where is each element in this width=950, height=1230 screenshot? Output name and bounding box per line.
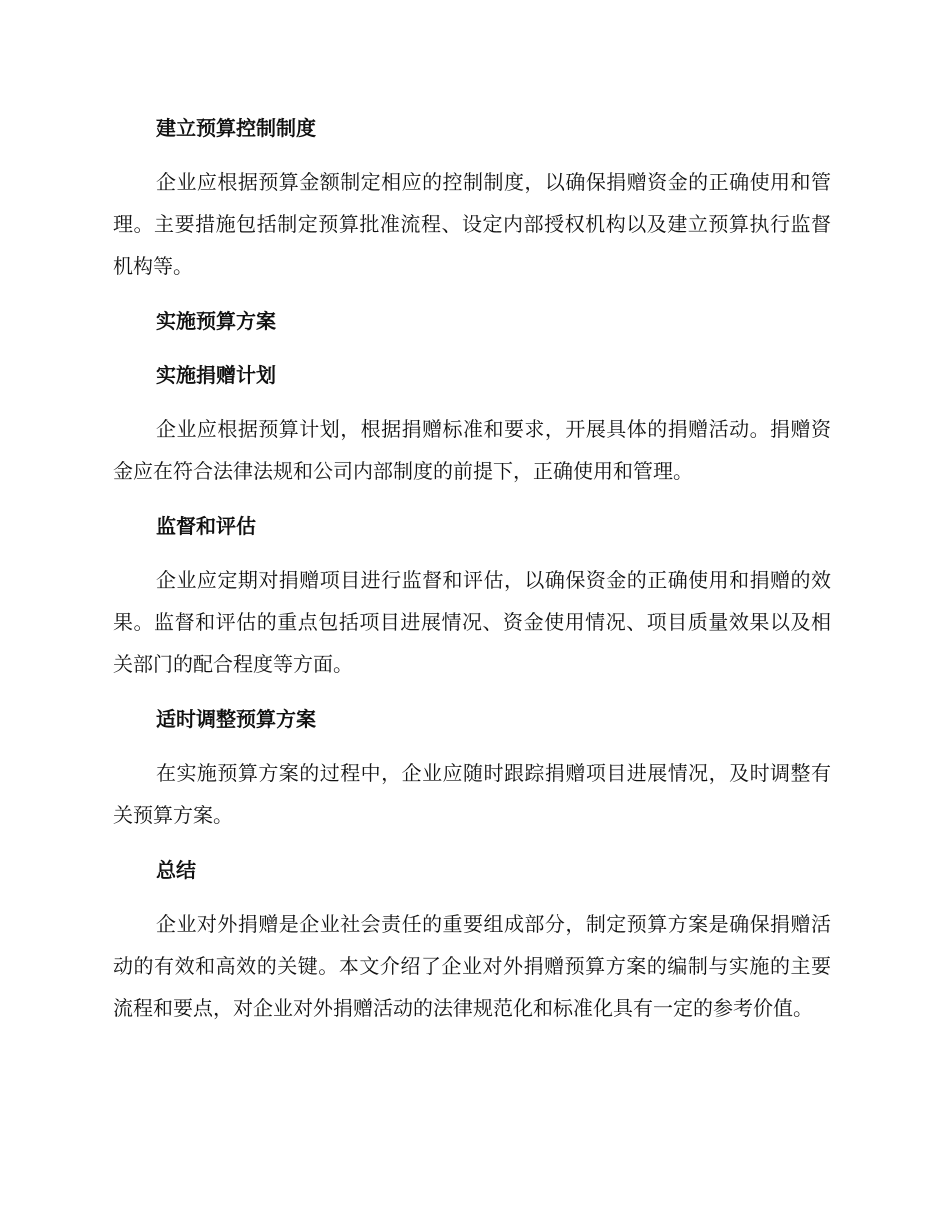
section-paragraph-summary: 企业对外捐赠是企业社会责任的重要组成部分，制定预算方案是确保捐赠活动的有效和高效的关键。本文介绍了企业对外捐赠预算方案的编制与实施的主要流程和要点，对企业对外捐赠活动的法律规范化和标准化具有一定的参考价值。 (113, 912, 831, 1020)
section-paragraph-budget-control: 企业应根据预算金额制定相应的控制制度，以确保捐赠资金的正确使用和管理。主要措施包括制定预算批准流程、设定内部授权机构以及建立预算执行监督机构等。 (113, 170, 831, 278)
section-heading-supervision: 监督和评估 (156, 514, 256, 538)
section-paragraph-adjust-budget: 在实施预算方案的过程中，企业应随时跟踪捐赠项目进展情况，及时调整有关预算方案。 (113, 761, 831, 827)
section-heading-budget-control: 建立预算控制制度 (156, 116, 316, 140)
section-heading-implement-budget: 实施预算方案 (156, 309, 276, 333)
section-paragraph-donation-plan: 企业应根据预算计划，根据捐赠标准和要求，开展具体的捐赠活动。捐赠资金应在符合法律法规和公司内部制度的前提下，正确使用和管理。 (113, 417, 831, 483)
document-body (113, 108, 831, 1029)
section-paragraph-supervision: 企业应定期对捐赠项目进行监督和评估，以确保资金的正确使用和捐赠的效果。监督和评估的重点包括项目进展情况、资金使用情况、项目质量效果以及相关部门的配合程度等方面。 (113, 568, 831, 676)
section-heading-donation-plan: 实施捐赠计划 (156, 363, 276, 387)
section-heading-summary: 总结 (156, 858, 196, 882)
section-heading-adjust-budget: 适时调整预算方案 (156, 707, 316, 731)
